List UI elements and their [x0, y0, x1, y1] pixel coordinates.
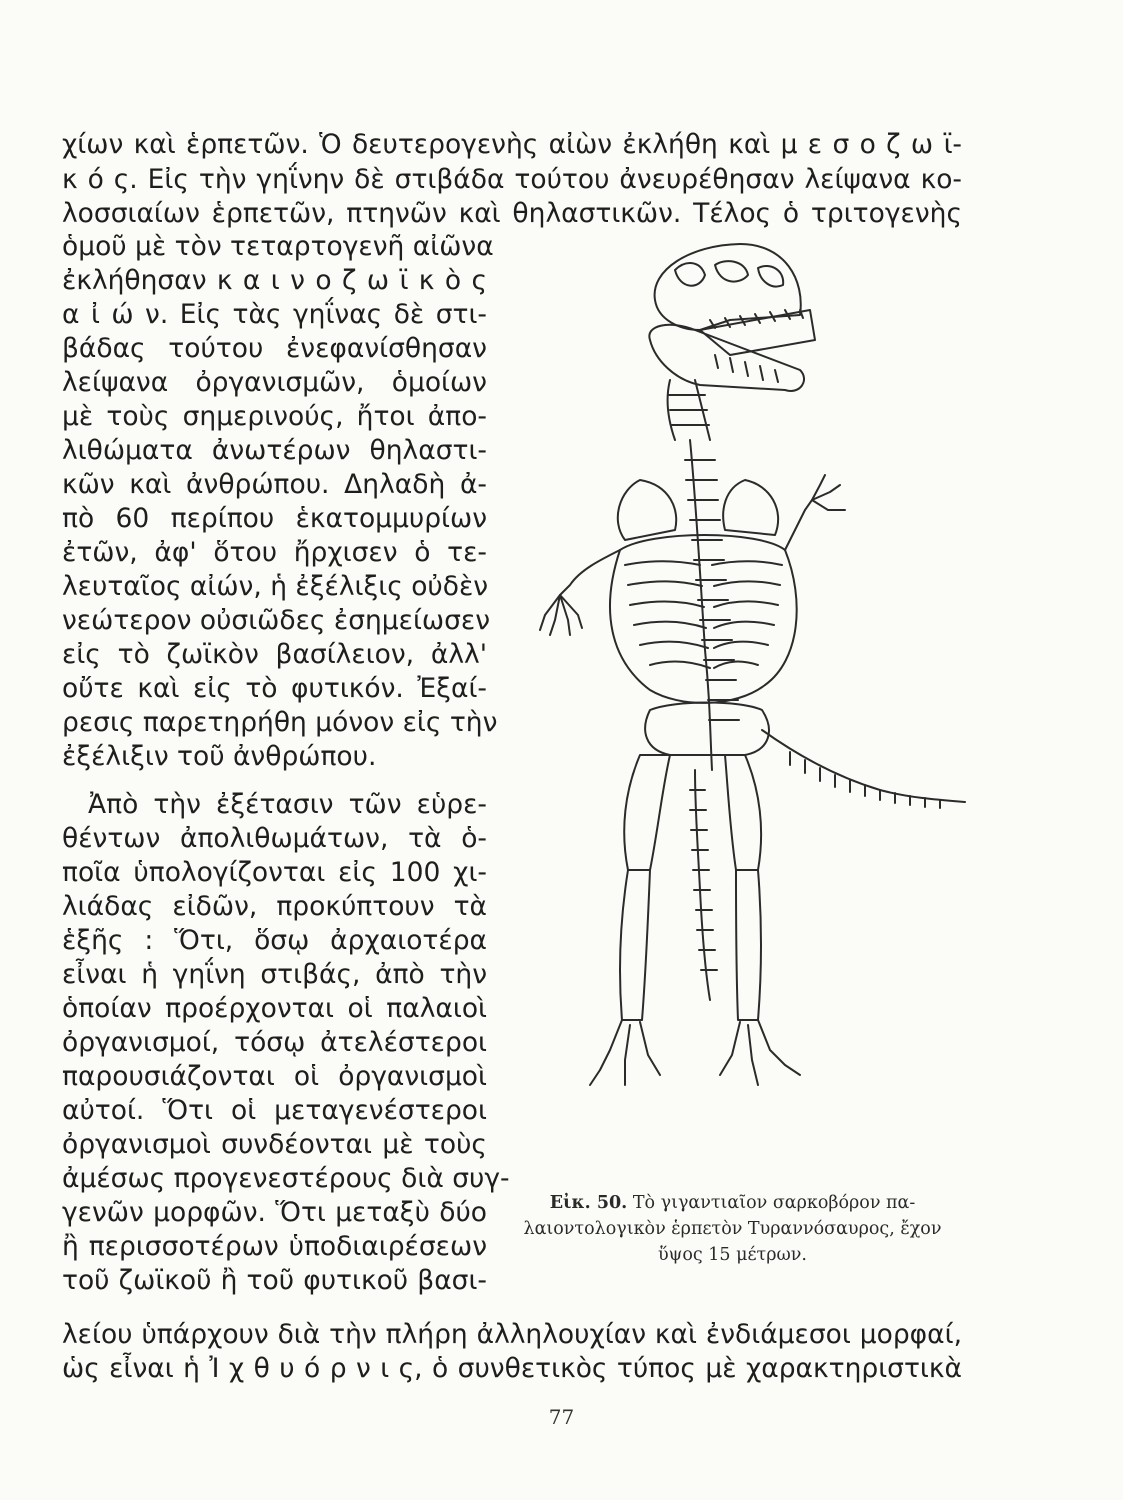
- text-line: μὲ τοὺς σημερινούς, ἤτοι ἀπο-: [62, 401, 487, 432]
- text-line: α ἰ ώ ν. Εἰς τὰς γηΐνας δὲ στι-: [62, 299, 487, 330]
- text-line: χίων καὶ ἑρπετῶν. Ὁ δευτερογενὴς αἰὼν ἐκλήθη καὶ μ ε σ ο ζ ω ϊ-: [62, 129, 962, 160]
- text-line: τοῦ ζωϊκοῦ ἢ τοῦ φυτικοῦ βασι-: [62, 1265, 487, 1296]
- text-line: παρουσιάζονται οἱ ὀργανισμοὶ: [62, 1061, 487, 1092]
- text-line: Ἀπὸ τὴν ἐξέτασιν τῶν εὑρε-: [88, 789, 487, 820]
- text-line: πὸ 60 περίπου ἑκατομμυρίων: [62, 503, 487, 534]
- text-line: βάδας τούτου ἐνεφανίσθησαν: [62, 333, 487, 364]
- text-line: αὐτοί. Ὅτι οἱ μεταγενέστεροι: [62, 1095, 487, 1126]
- text-line: γενῶν μορφῶν. Ὅτι μεταξὺ δύο: [62, 1197, 487, 1228]
- text-line: θέντων ἀπολιθωμάτων, τὰ ὁ-: [62, 823, 487, 854]
- text-line: ἐκλήθησαν κ α ι ν ο ζ ω ϊ κ ὸ ς: [62, 265, 487, 296]
- text-line: λιάδας εἰδῶν, προκύπτουν τὰ: [62, 891, 487, 922]
- text-line: λιθώματα ἀνωτέρων θηλαστι-: [62, 435, 487, 466]
- text-line: ρεσις παρετηρήθη μόνον εἰς τὴν: [62, 707, 498, 738]
- figure-caption: [505, 1190, 960, 1268]
- text-line: λευταῖος αἰών, ἡ ἐξέλιξις οὐδὲν: [62, 571, 489, 602]
- text-line: ἀμέσως προγενεστέρους διὰ συγ-: [62, 1163, 510, 1194]
- text-line: ὁποίαν προέρχονται οἱ παλαιοὶ: [62, 993, 487, 1024]
- figure-label: Εἰκ. 50.: [549, 1193, 628, 1213]
- text-line: ὡς εἶναι ἡ Ἰ χ θ υ ό ρ ν ι ς, ὁ συνθετικὸς τύπος μὲ χαρακτηριστικὰ: [62, 1353, 962, 1384]
- text-line: ἐτῶν, ἀφ' ὅτου ἤρχισεν ὁ τε-: [62, 537, 487, 568]
- left-column: [62, 230, 510, 1298]
- text-line: ὀργανισμοὶ συνδέονται μὲ τοὺς: [62, 1129, 487, 1160]
- text-line: ἐξέλιξιν τοῦ ἀνθρώπου.: [62, 741, 377, 772]
- text-line: κ ό ς. Εἰς τὴν γηΐνην δὲ στιβάδα τούτου ἀνευρέθησαν λείψανα κο-: [62, 164, 962, 195]
- text-line: λοσσιαίων ἑρπετῶν, πτηνῶν καὶ θηλαστικῶν. Τέλος ὁ τριτογενὴς: [62, 198, 962, 229]
- text-line: εἰς τὸ ζωϊκὸν βασίλειον, ἀλλ': [62, 639, 487, 670]
- text-line: λείου ὑπάρχουν διὰ τὴν πλήρη ἀλληλουχίαν καὶ ἐνδιάμεσοι μορφαί,: [62, 1319, 962, 1350]
- text-line: νεώτερον οὐσιῶδες ἐσημείωσεν: [62, 605, 491, 636]
- text-line: κῶν καὶ ἀνθρώπου. Δηλαδὴ ἀ-: [62, 469, 487, 500]
- tyrannosaurus-skeleton-illustration: [500, 230, 970, 1190]
- text-line: ποῖα ὑπολογίζονται εἰς 100 χι-: [62, 857, 487, 888]
- figure-caption-text: Τὸ γιγαντιαῖον σαρκοβόρον πα-λαιοντολογικὸν ἑρπετὸν Τυραννόσαυρος, ἔχον ὕψος 15 μέτρων.: [523, 1193, 942, 1265]
- text-line: εἶναι ἡ γηΐνη στιβάς, ἀπὸ τὴν: [62, 959, 487, 990]
- text-line: ἑξῆς : Ὅτι, ὅσῳ ἀρχαιοτέρα: [62, 925, 487, 956]
- text-line: λείψανα ὀργανισμῶν, ὁμοίων: [62, 367, 487, 398]
- page-number: 77: [548, 1405, 575, 1429]
- text-line: ἢ περισσοτέρων ὑποδιαιρέσεων: [62, 1231, 487, 1262]
- text-line: οὔτε καὶ εἰς τὸ φυτικόν. Ἐξαί-: [62, 673, 487, 704]
- text-line: ὀργανισμοί, τόσῳ ἀτελέστεροι: [62, 1027, 487, 1058]
- text-line: ὁμοῦ μὲ τὸν τεταρτογενῆ αἰῶνα: [62, 231, 494, 262]
